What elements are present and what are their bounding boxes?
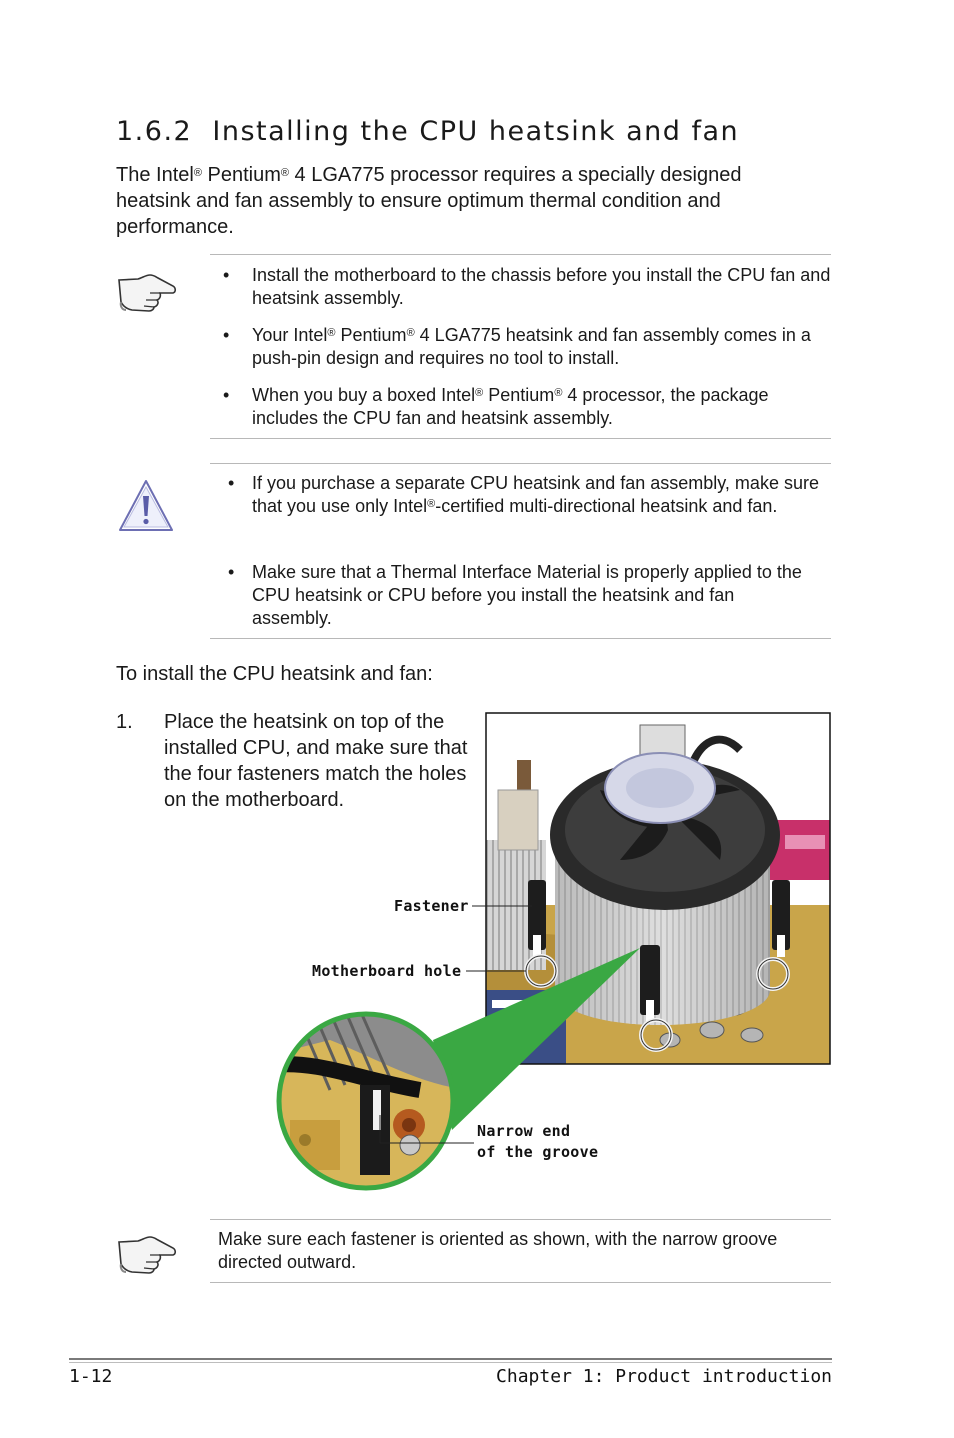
step-text: Place the heatsink on top of the installed CPU, and make sure that the four fasteners match the holes on the motherboard. xyxy=(164,711,468,811)
section-heading xyxy=(116,116,739,147)
caution-rule-bottom xyxy=(210,638,831,639)
chapter-title: Chapter 1: Product introduction xyxy=(496,1366,832,1387)
intro-paragraph: The Intel® Pentium® 4 LGA775 processor requires a specially designed heatsink and fan assembly to ensure optimum thermal condition and performance. xyxy=(116,164,742,238)
section-title: Installing the CPU heatsink and fan xyxy=(212,116,740,147)
steps-intro: To install the CPU heatsink and fan: xyxy=(116,663,433,685)
step-number: 1. xyxy=(116,711,133,733)
note-2-text: Make sure each fastener is oriented as shown, with the narrow groove directed outward. xyxy=(218,1229,778,1272)
section-number: 1.6.2 xyxy=(116,116,193,147)
narrow-end-label-line1: Narrow end xyxy=(477,1122,571,1140)
note2-rule-top xyxy=(210,1219,831,1220)
note2-rule-bottom xyxy=(210,1282,831,1283)
fastener-label: Fastener xyxy=(394,897,469,915)
note-rule-bottom xyxy=(210,438,831,439)
caution-rule-top xyxy=(210,463,831,464)
hand-pointing-icon xyxy=(116,266,178,317)
note-rule-top xyxy=(210,254,831,255)
hand-pointing-icon xyxy=(116,1228,178,1279)
warning-triangle-icon xyxy=(117,478,175,539)
motherboard-hole-label: Motherboard hole xyxy=(312,962,462,980)
narrow-end-label-line2: of the groove xyxy=(477,1143,599,1161)
page-number: 1-12 xyxy=(69,1366,113,1387)
footer-rule-thin xyxy=(69,1362,832,1363)
footer-rule xyxy=(69,1358,832,1360)
